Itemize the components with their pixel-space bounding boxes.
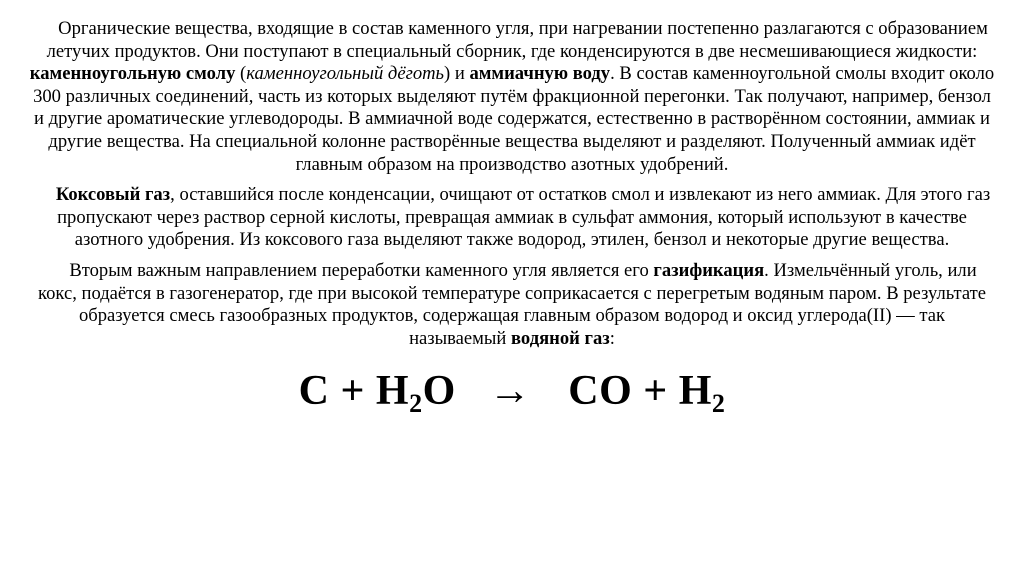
text-run: ( (235, 63, 247, 85)
equation-hydrogen-h: H (678, 368, 712, 415)
text-body (28, 18, 996, 350)
equation-plus-sign-2: + (643, 368, 668, 415)
text-run: . Измельчённый уголь, или кокс, подаётся в газогенератор, где при высокой температуре соприкасается с перегретым водяным паром. В результате образуется смесь газообразных продуктов, содержащая главным образом водород и оксид углерода(II) — так называемый (37, 259, 987, 349)
bold-term: аммиачную воду (469, 63, 611, 85)
equation-hydrogen-subscript: 2 (711, 389, 726, 419)
text-run: Вторым важным направлением переработки каменного угля является его (69, 259, 654, 281)
equation-water-subscript: 2 (409, 389, 423, 419)
paragraph-gasification (28, 260, 996, 350)
bold-term: газификация (653, 259, 765, 281)
equation-product-hydrogen (678, 368, 726, 419)
text-run: : (609, 327, 615, 349)
equation-water-h: H (375, 368, 410, 415)
bold-term: Коксовый газ (55, 184, 171, 206)
equation-reactant-water (375, 368, 456, 419)
italic-term: каменноугольный дёготь (246, 63, 445, 85)
paragraph-coal-decomposition (28, 18, 996, 176)
text-run: . В состав каменноугольной смолы входит около 300 различных соединений, часть из которых выделяют путём фракционной перегонки. Так получают, например, бензол и другие ароматические углеводороды. В аммиачной воде содержатся, естественно в растворённом состоянии, аммиак и другие вещества. На специальной колонне растворённые вещества выделяют и разделяют. Полученный аммиак идёт главным образом на производство азотных удобрений. (33, 63, 995, 175)
chemical-equation (28, 366, 996, 419)
equation-product-co: CO (568, 368, 633, 415)
bold-term: каменноугольную смолу (29, 63, 236, 85)
reaction-arrow-icon: → (488, 368, 532, 415)
paragraph-coke-gas (28, 184, 996, 252)
text-run: ) и (444, 63, 470, 85)
equation-water-o: O (422, 368, 456, 415)
slide (28, 18, 996, 558)
text-run: , оставшийся после конденсации, очищают от остатков смол и извлекают из него аммиак. Для этого газ пропускают через раствор серной кислоты, превращая аммиак в сульфат аммония, который используют в качестве азотного удобрения. Из коксового газа выделяют также водород, этилен, бензол и некоторые другие вещества. (57, 184, 991, 251)
bold-term: водяной газ (511, 327, 610, 349)
equation-plus-sign: + (340, 368, 365, 415)
equation-reactant-carbon: C (298, 368, 330, 415)
text-run: Органические вещества, входящие в состав каменного угля, при нагревании постепенно разлагаются с образованием летучих продуктов. Они поступают в специальный сборник, где конденсируются в две несмешивающиеся жидкости: (46, 18, 988, 62)
